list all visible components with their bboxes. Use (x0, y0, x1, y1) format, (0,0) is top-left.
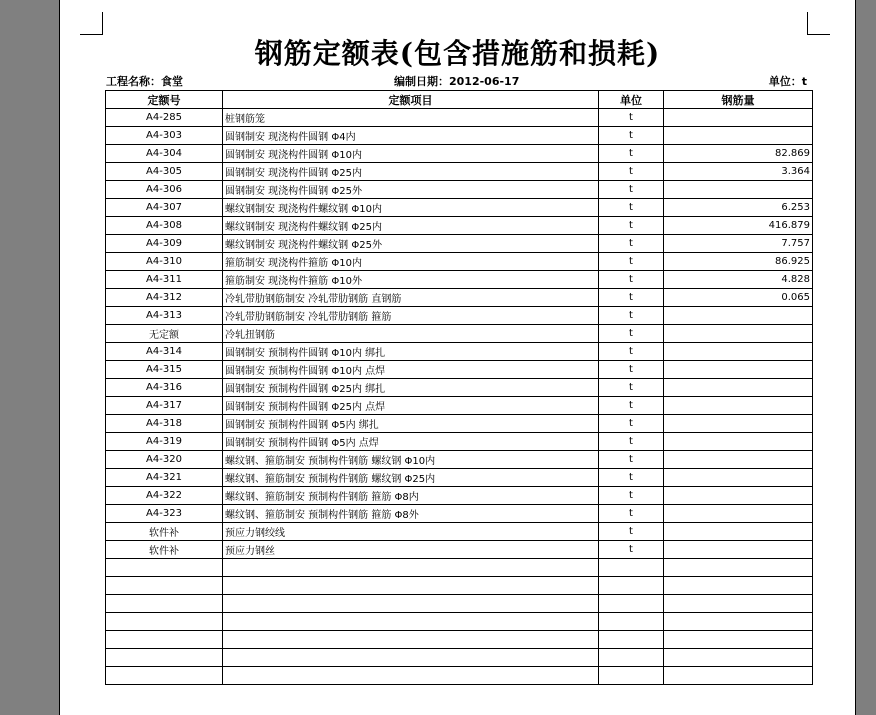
quota-code-cell: 无定额 (106, 325, 223, 343)
unit-cell (599, 649, 664, 667)
quota-code-cell: A4-312 (106, 289, 223, 307)
window-edge (857, 0, 876, 715)
unit-label: 单位：t (768, 75, 807, 88)
quantity-cell (664, 577, 813, 595)
quota-code-cell: A4-317 (106, 397, 223, 415)
quota-item-cell: 螺纹钢制安 现浇构件螺纹钢 Φ25外 (223, 235, 599, 253)
quantity-cell (664, 631, 813, 649)
table-row (106, 667, 813, 685)
unit-cell: t (599, 505, 664, 523)
rebar-quota-table (105, 90, 813, 685)
table-header-row (106, 91, 813, 109)
quantity-cell (664, 559, 813, 577)
unit-cell: t (599, 145, 664, 163)
document-title: 钢筋定额表(包含措施筋和损耗) (254, 37, 661, 70)
table-row (106, 595, 813, 613)
quota-code-cell: A4-323 (106, 505, 223, 523)
quota-item-cell (223, 631, 599, 649)
quantity-cell (664, 613, 813, 631)
quantity-cell: 7.757 (664, 235, 813, 253)
unit-cell: t (599, 109, 664, 127)
quantity-cell (664, 487, 813, 505)
quantity-cell (664, 433, 813, 451)
quota-item-cell: 圆钢制安 现浇构件圆钢 Φ25外 (223, 181, 599, 199)
quota-item-cell: 圆钢制安 预制构件圆钢 Φ25内 绑扎 (223, 379, 599, 397)
quota-code-cell: A4-309 (106, 235, 223, 253)
table-row (106, 307, 813, 325)
quota-code-cell: A4-303 (106, 127, 223, 145)
table-row (106, 127, 813, 145)
unit-cell: t (599, 217, 664, 235)
quota-code-cell (106, 613, 223, 631)
unit-cell: t (599, 415, 664, 433)
table-body (106, 109, 813, 685)
quota-item-cell: 桩钢筋笼 (223, 109, 599, 127)
quota-item-cell: 冷轧带肋钢筋制安 冷轧带肋钢筋 直钢筋 (223, 289, 599, 307)
quantity-cell (664, 505, 813, 523)
unit-cell (599, 559, 664, 577)
quota-code-cell (106, 631, 223, 649)
unit-cell: t (599, 451, 664, 469)
quota-item-cell: 螺纹钢、箍筋制安 预制构件钢筋 螺纹钢 Φ25内 (223, 469, 599, 487)
quota-code-cell (106, 595, 223, 613)
quota-item-cell (223, 649, 599, 667)
quantity-cell (664, 397, 813, 415)
header-code: 定额号 (106, 91, 223, 109)
table-row (106, 253, 813, 271)
unit-cell (599, 613, 664, 631)
table-row (106, 199, 813, 217)
quantity-cell: 82.869 (664, 145, 813, 163)
quota-code-cell: A4-318 (106, 415, 223, 433)
print-preview-page (59, 0, 856, 715)
table-row (106, 163, 813, 181)
quota-code-cell (106, 667, 223, 685)
quota-item-cell: 螺纹钢制安 现浇构件螺纹钢 Φ10内 (223, 199, 599, 217)
quota-code-cell: A4-322 (106, 487, 223, 505)
quantity-cell: 4.828 (664, 271, 813, 289)
unit-cell: t (599, 199, 664, 217)
quantity-cell (664, 343, 813, 361)
quantity-cell (664, 415, 813, 433)
unit-cell: t (599, 469, 664, 487)
unit-cell: t (599, 397, 664, 415)
header-unit: 单位 (599, 91, 664, 109)
quota-code-cell: A4-306 (106, 181, 223, 199)
quota-code-cell: A4-319 (106, 433, 223, 451)
quota-item-cell: 冷轧带肋钢筋制安 冷轧带肋钢筋 箍筋 (223, 307, 599, 325)
quota-item-cell: 圆钢制安 预制构件圆钢 Φ25内 点焊 (223, 397, 599, 415)
unit-cell: t (599, 253, 664, 271)
quantity-cell (664, 523, 813, 541)
unit-cell: t (599, 487, 664, 505)
table-row (106, 343, 813, 361)
quantity-cell (664, 649, 813, 667)
table-row (106, 469, 813, 487)
unit-cell: t (599, 271, 664, 289)
quantity-cell (664, 451, 813, 469)
unit-cell: t (599, 181, 664, 199)
table-row (106, 415, 813, 433)
quota-code-cell (106, 649, 223, 667)
quantity-cell (664, 469, 813, 487)
quantity-cell (664, 595, 813, 613)
unit-cell (599, 595, 664, 613)
quantity-cell (664, 541, 813, 559)
table-row (106, 613, 813, 631)
unit-cell: t (599, 379, 664, 397)
table-row (106, 505, 813, 523)
quantity-cell (664, 667, 813, 685)
quota-code-cell (106, 559, 223, 577)
table-row (106, 577, 813, 595)
quantity-cell (664, 379, 813, 397)
header-item: 定额项目 (223, 91, 599, 109)
table-row (106, 289, 813, 307)
unit-cell: t (599, 325, 664, 343)
quantity-cell (664, 325, 813, 343)
unit-cell (599, 667, 664, 685)
quota-code-cell (106, 577, 223, 595)
quantity-cell (664, 307, 813, 325)
quota-code-cell: A4-314 (106, 343, 223, 361)
quota-item-cell: 预应力钢丝 (223, 541, 599, 559)
table-row (106, 379, 813, 397)
quota-item-cell: 圆钢制安 现浇构件圆钢 Φ4内 (223, 127, 599, 145)
quantity-cell (664, 181, 813, 199)
quota-item-cell: 圆钢制安 现浇构件圆钢 Φ10内 (223, 145, 599, 163)
table-row (106, 145, 813, 163)
compile-date: 编制日期：2012-06-17 (394, 75, 520, 88)
quota-item-cell: 预应力钢绞线 (223, 523, 599, 541)
quota-item-cell (223, 613, 599, 631)
table-row (106, 325, 813, 343)
quota-code-cell: A4-305 (106, 163, 223, 181)
quota-code-cell: A4-321 (106, 469, 223, 487)
unit-cell: t (599, 289, 664, 307)
quota-code-cell: A4-304 (106, 145, 223, 163)
unit-cell: t (599, 127, 664, 145)
table-row (106, 217, 813, 235)
quota-item-cell: 螺纹钢、箍筋制安 预制构件钢筋 箍筋 Φ8外 (223, 505, 599, 523)
quota-code-cell: A4-311 (106, 271, 223, 289)
quota-item-cell: 圆钢制安 预制构件圆钢 Φ10内 点焊 (223, 361, 599, 379)
quota-code-cell: A4-308 (106, 217, 223, 235)
unit-cell: t (599, 541, 664, 559)
quota-code-cell: A4-310 (106, 253, 223, 271)
quantity-cell (664, 361, 813, 379)
header-quantity: 钢筋量 (664, 91, 813, 109)
quota-item-cell: 冷轧扭钢筋 (223, 325, 599, 343)
quantity-cell: 6.253 (664, 199, 813, 217)
unit-cell: t (599, 343, 664, 361)
quota-item-cell: 螺纹钢、箍筋制安 预制构件钢筋 箍筋 Φ8内 (223, 487, 599, 505)
table-row (106, 235, 813, 253)
quota-code-cell: A4-313 (106, 307, 223, 325)
unit-cell (599, 631, 664, 649)
quantity-cell: 0.065 (664, 289, 813, 307)
quota-item-cell: 螺纹钢、箍筋制安 预制构件钢筋 螺纹钢 Φ10内 (223, 451, 599, 469)
quota-code-cell: A4-315 (106, 361, 223, 379)
unit-cell (599, 577, 664, 595)
project-name: 工程名称：食堂 (106, 75, 183, 88)
quota-item-cell: 箍筋制安 现浇构件箍筋 Φ10内 (223, 253, 599, 271)
quota-code-cell: A4-320 (106, 451, 223, 469)
unit-cell: t (599, 433, 664, 451)
quantity-cell (664, 109, 813, 127)
quota-code-cell: A4-285 (106, 109, 223, 127)
table-row (106, 109, 813, 127)
table-row (106, 181, 813, 199)
quota-item-cell (223, 577, 599, 595)
table-row (106, 559, 813, 577)
table-row (106, 433, 813, 451)
table-row (106, 487, 813, 505)
unit-cell: t (599, 523, 664, 541)
table-row (106, 397, 813, 415)
quota-item-cell: 圆钢制安 现浇构件圆钢 Φ25内 (223, 163, 599, 181)
quota-code-cell: A4-316 (106, 379, 223, 397)
unit-cell: t (599, 361, 664, 379)
table-row (106, 631, 813, 649)
table-row (106, 271, 813, 289)
quota-item-cell (223, 595, 599, 613)
quota-item-cell: 螺纹钢制安 现浇构件螺纹钢 Φ25内 (223, 217, 599, 235)
quota-item-cell (223, 559, 599, 577)
quantity-cell (664, 127, 813, 145)
quantity-cell: 416.879 (664, 217, 813, 235)
quota-item-cell (223, 667, 599, 685)
table-row (106, 523, 813, 541)
table-row (106, 649, 813, 667)
quota-item-cell: 圆钢制安 预制构件圆钢 Φ5内 绑扎 (223, 415, 599, 433)
quota-code-cell: 软件补 (106, 523, 223, 541)
quota-item-cell: 圆钢制安 预制构件圆钢 Φ10内 绑扎 (223, 343, 599, 361)
unit-cell: t (599, 307, 664, 325)
table-row (106, 361, 813, 379)
quota-item-cell: 箍筋制安 现浇构件箍筋 Φ10外 (223, 271, 599, 289)
quantity-cell: 3.364 (664, 163, 813, 181)
quota-code-cell: 软件补 (106, 541, 223, 559)
table-row (106, 451, 813, 469)
unit-cell: t (599, 163, 664, 181)
quota-code-cell: A4-307 (106, 199, 223, 217)
unit-cell: t (599, 235, 664, 253)
table-row (106, 541, 813, 559)
quantity-cell: 86.925 (664, 253, 813, 271)
quota-item-cell: 圆钢制安 预制构件圆钢 Φ5内 点焊 (223, 433, 599, 451)
